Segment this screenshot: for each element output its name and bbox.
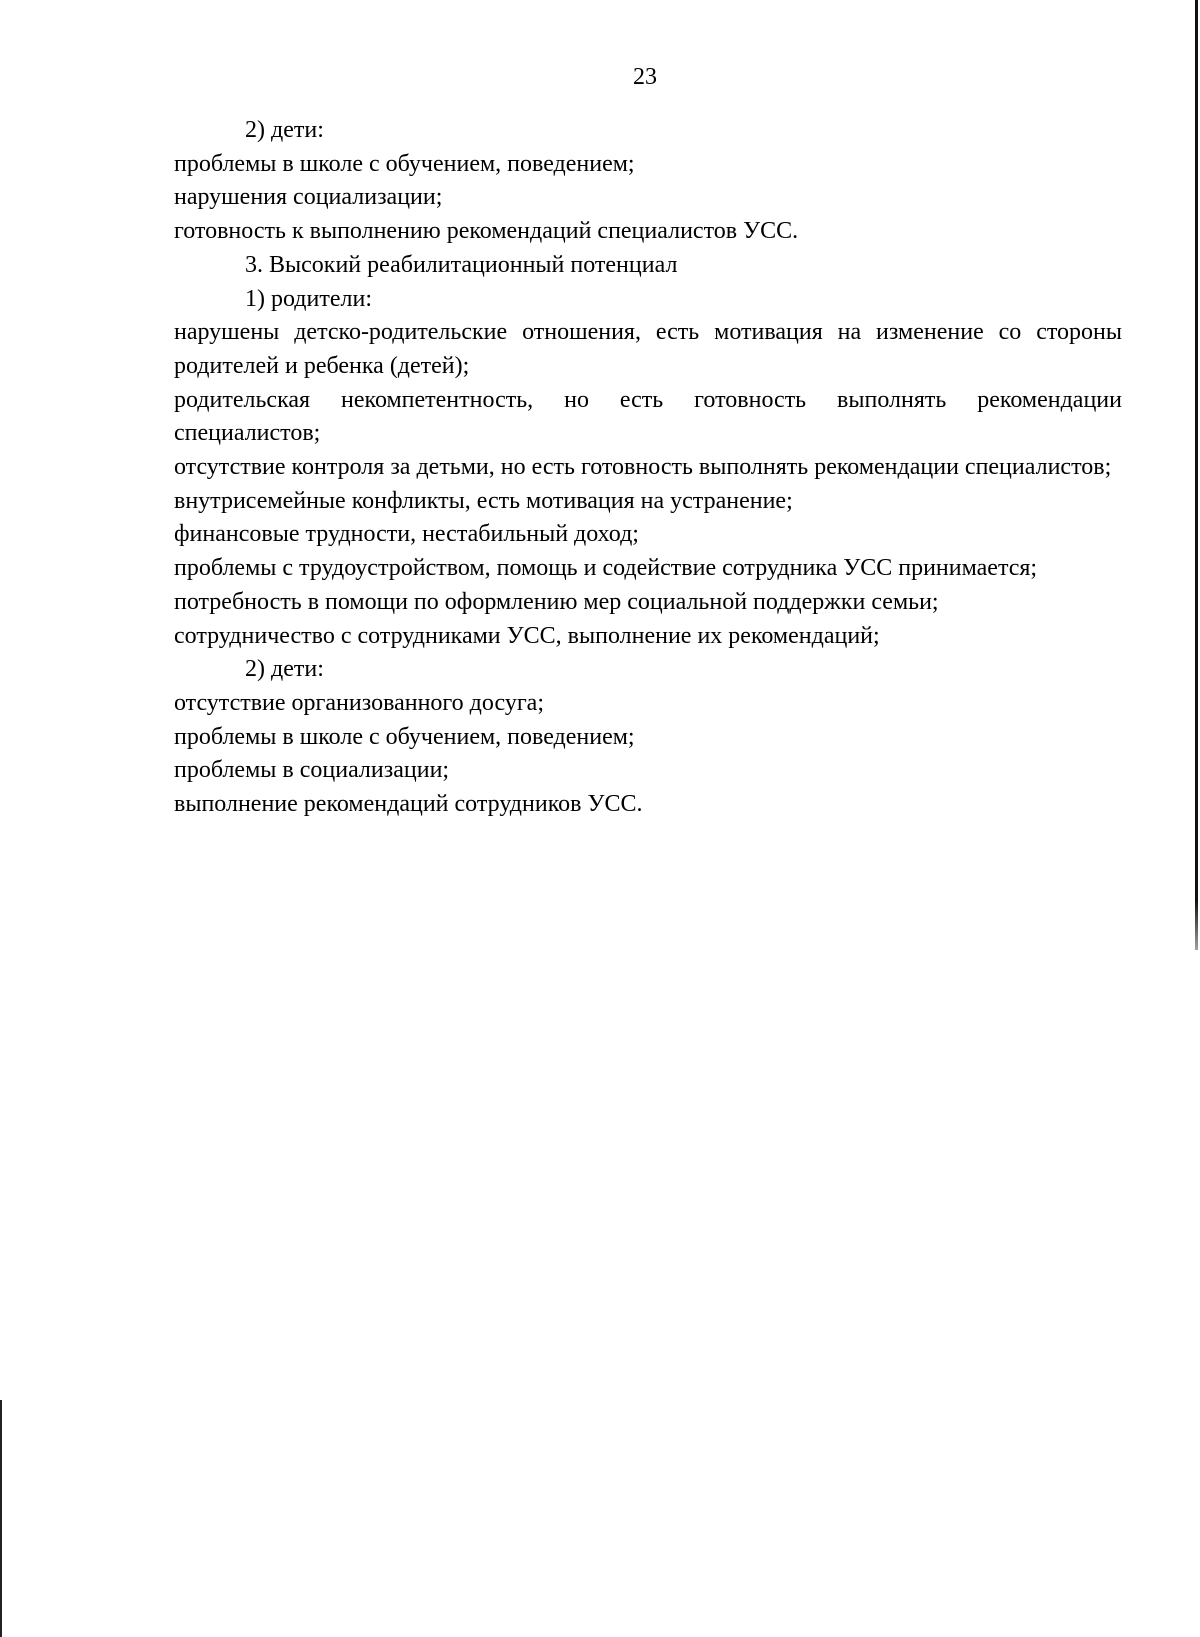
paragraph-parents-heading: 1) родители:: [245, 285, 372, 312]
paragraph-item: отсутствие контроля за детьми, но есть готовность выполнять рекомендации специалистов;: [174, 454, 1112, 481]
paragraph-item: готовность к выполнению рекомендаций специалистов УСС.: [174, 218, 799, 245]
paragraph-item: родительская некомпетентность, но есть готовность выполнять рекомендации специалистов;: [174, 386, 1122, 447]
page-number: 23: [633, 64, 657, 90]
paragraph-item: проблемы в школе с обучением, поведением;: [174, 723, 635, 750]
document-body: [174, 114, 1122, 822]
scan-edge-left: [0, 1400, 2, 1637]
paragraph-item: отсутствие организованного досуга;: [174, 689, 544, 716]
paragraph-item: выполнение рекомендаций сотрудников УСС.: [174, 791, 643, 818]
paragraph-children-heading-1: 2) дети:: [245, 117, 324, 143]
paragraph-item: сотрудничество с сотрудниками УСС, выполнение их рекомендаций;: [174, 622, 880, 649]
paragraph-item: проблемы в школе с обучением, поведением;: [174, 150, 635, 177]
paragraph-children-heading-2: 2) дети:: [245, 656, 324, 683]
paragraph-item: потребность в помощи по оформлению мер социальной поддержки семьи;: [174, 588, 939, 615]
paragraph-item: нарушения социализации;: [174, 184, 443, 211]
paragraph-item: нарушены детско-родительские отношения, есть мотивация на изменение со стороны родителей и ребенка (детей);: [174, 319, 1122, 379]
paragraph-item: внутрисемейные конфликты, есть мотивация на устранение;: [174, 487, 793, 514]
scan-edge-right: [1195, 0, 1198, 950]
paragraph-item: финансовые трудности, нестабильный доход;: [174, 521, 639, 548]
section-heading-high-potential: 3. Высокий реабилитационный потенциал: [245, 251, 678, 278]
paragraph-item: проблемы с трудоустройством, помощь и содействие сотрудника УСС принимается;: [174, 555, 1038, 582]
paragraph-item: проблемы в социализации;: [174, 757, 450, 784]
